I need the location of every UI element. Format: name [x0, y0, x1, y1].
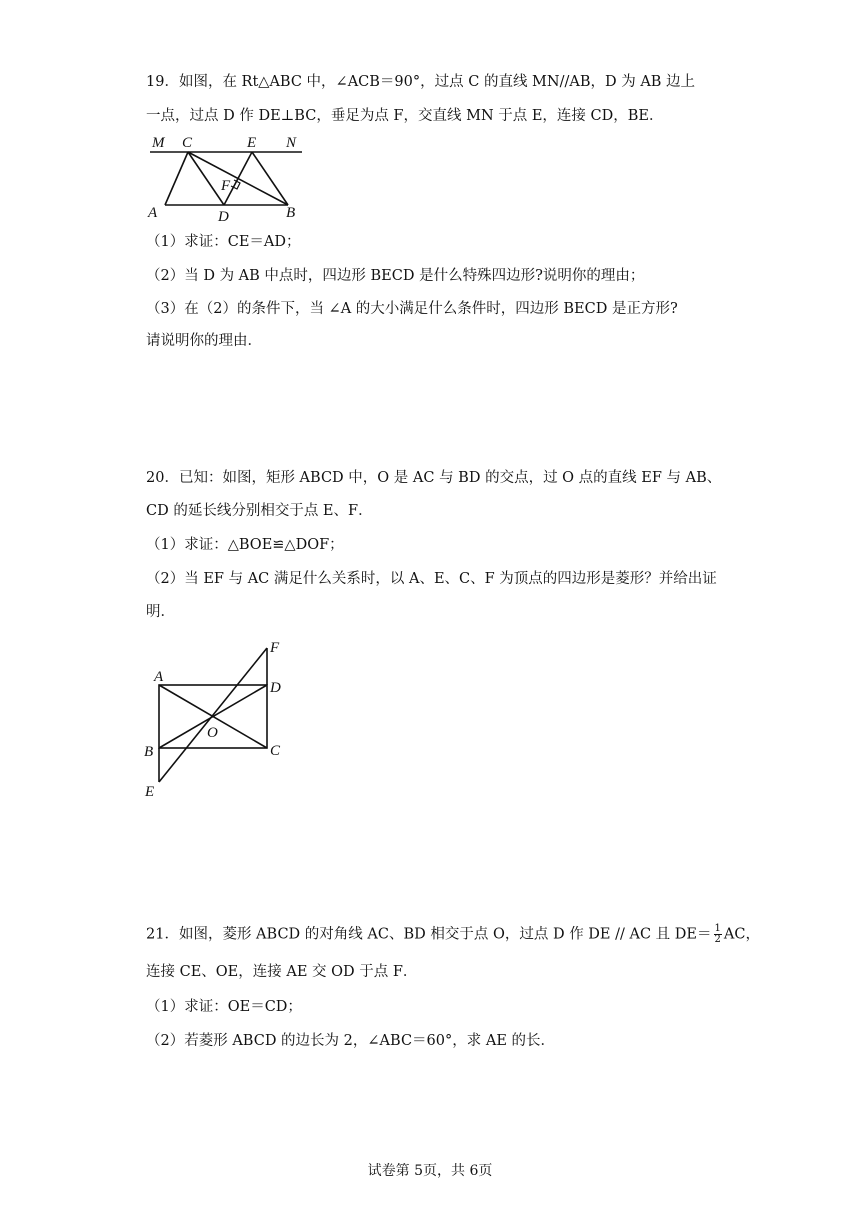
q19-label-N: N [286, 135, 297, 151]
fraction-numerator: 1 [714, 923, 721, 934]
page-footer: 试卷第 5页，共 6页 [367, 1163, 493, 1179]
q20-label-D: D [270, 680, 281, 696]
q20-part1: （1）求证：△BOE≌△DOF； [146, 537, 344, 553]
q20-line2: CD 的延长线分别相交于点 E、F． [146, 503, 373, 519]
q20-part2-line2: 明． [146, 604, 175, 620]
q20-label-E: E [145, 784, 155, 800]
q20-figure [140, 636, 290, 804]
q21-line2: 连接 CE、OE，连接 AE 交 OD 于点 F． [146, 964, 418, 980]
q19-line-AC [165, 152, 188, 205]
q19-label-M: M [152, 135, 165, 151]
q20-label-A: A [154, 669, 164, 685]
q21-line1-tail: AC， [723, 926, 760, 943]
q19-label-D: D [218, 209, 229, 225]
fraction-one-half [714, 924, 722, 945]
q21-part1: （1）求证：OE＝CD； [146, 999, 302, 1015]
q19-label-F: F [221, 178, 231, 194]
q19-line1: 19．如图，在 Rt△ABC 中，∠ACB＝90°，过点 C 的直线 MN//AB，D 为 AB 边上 [146, 74, 696, 90]
q19-label-B: B [286, 205, 296, 221]
q20-label-C: C [270, 743, 281, 759]
q19-part3-line2: 请说明你的理由． [146, 333, 262, 349]
q19-line-EB [252, 152, 288, 205]
q21-part2: （2）若菱形 ABCD 的边长为 2，∠ABC＝60°，求 AE 的长． [146, 1033, 556, 1049]
q19-label-A: A [148, 205, 158, 221]
q20-label-B: B [144, 744, 154, 760]
q19-part1: （1）求证：CE＝AD； [146, 234, 301, 250]
fraction-denominator: 2 [714, 934, 721, 945]
q20-label-F: F [270, 640, 280, 656]
q21-line1 [146, 924, 760, 945]
q20-line1: 20．已知：如图，矩形 ABCD 中，O 是 AC 与 BD 的交点，过 O 点的直线 EF 与 AB、 [146, 470, 722, 486]
q20-part2-line1: （2）当 EF 与 AC 满足什么关系时，以 A、E、C、F 为顶点的四边形是菱形？并给出证 [146, 571, 717, 587]
q19-label-C: C [182, 135, 193, 151]
q19-part2: （2）当 D 为 AB 中点时，四边形 BECD 是什么特殊四边形?说明你的理由； [146, 268, 645, 284]
q21-line1-text: 21．如图，菱形 ABCD 的对角线 AC、BD 相交于点 O，过点 D 作 DE // AC 且 DE＝ [146, 926, 712, 943]
q19-part3-line1: （3）在（2）的条件下，当 ∠A 的大小满足什么条件时，四边形 BECD 是正方形? [146, 301, 678, 317]
q19-label-E: E [247, 135, 257, 151]
q19-line2: 一点，过点 D 作 DE⊥BC，垂足为点 F，交直线 MN 于点 E，连接 CD，BE． [146, 108, 664, 124]
q20-label-O: O [207, 725, 218, 741]
q19-line-CD [188, 152, 224, 205]
q20-line-EF [159, 648, 267, 782]
q19-figure [140, 128, 320, 226]
